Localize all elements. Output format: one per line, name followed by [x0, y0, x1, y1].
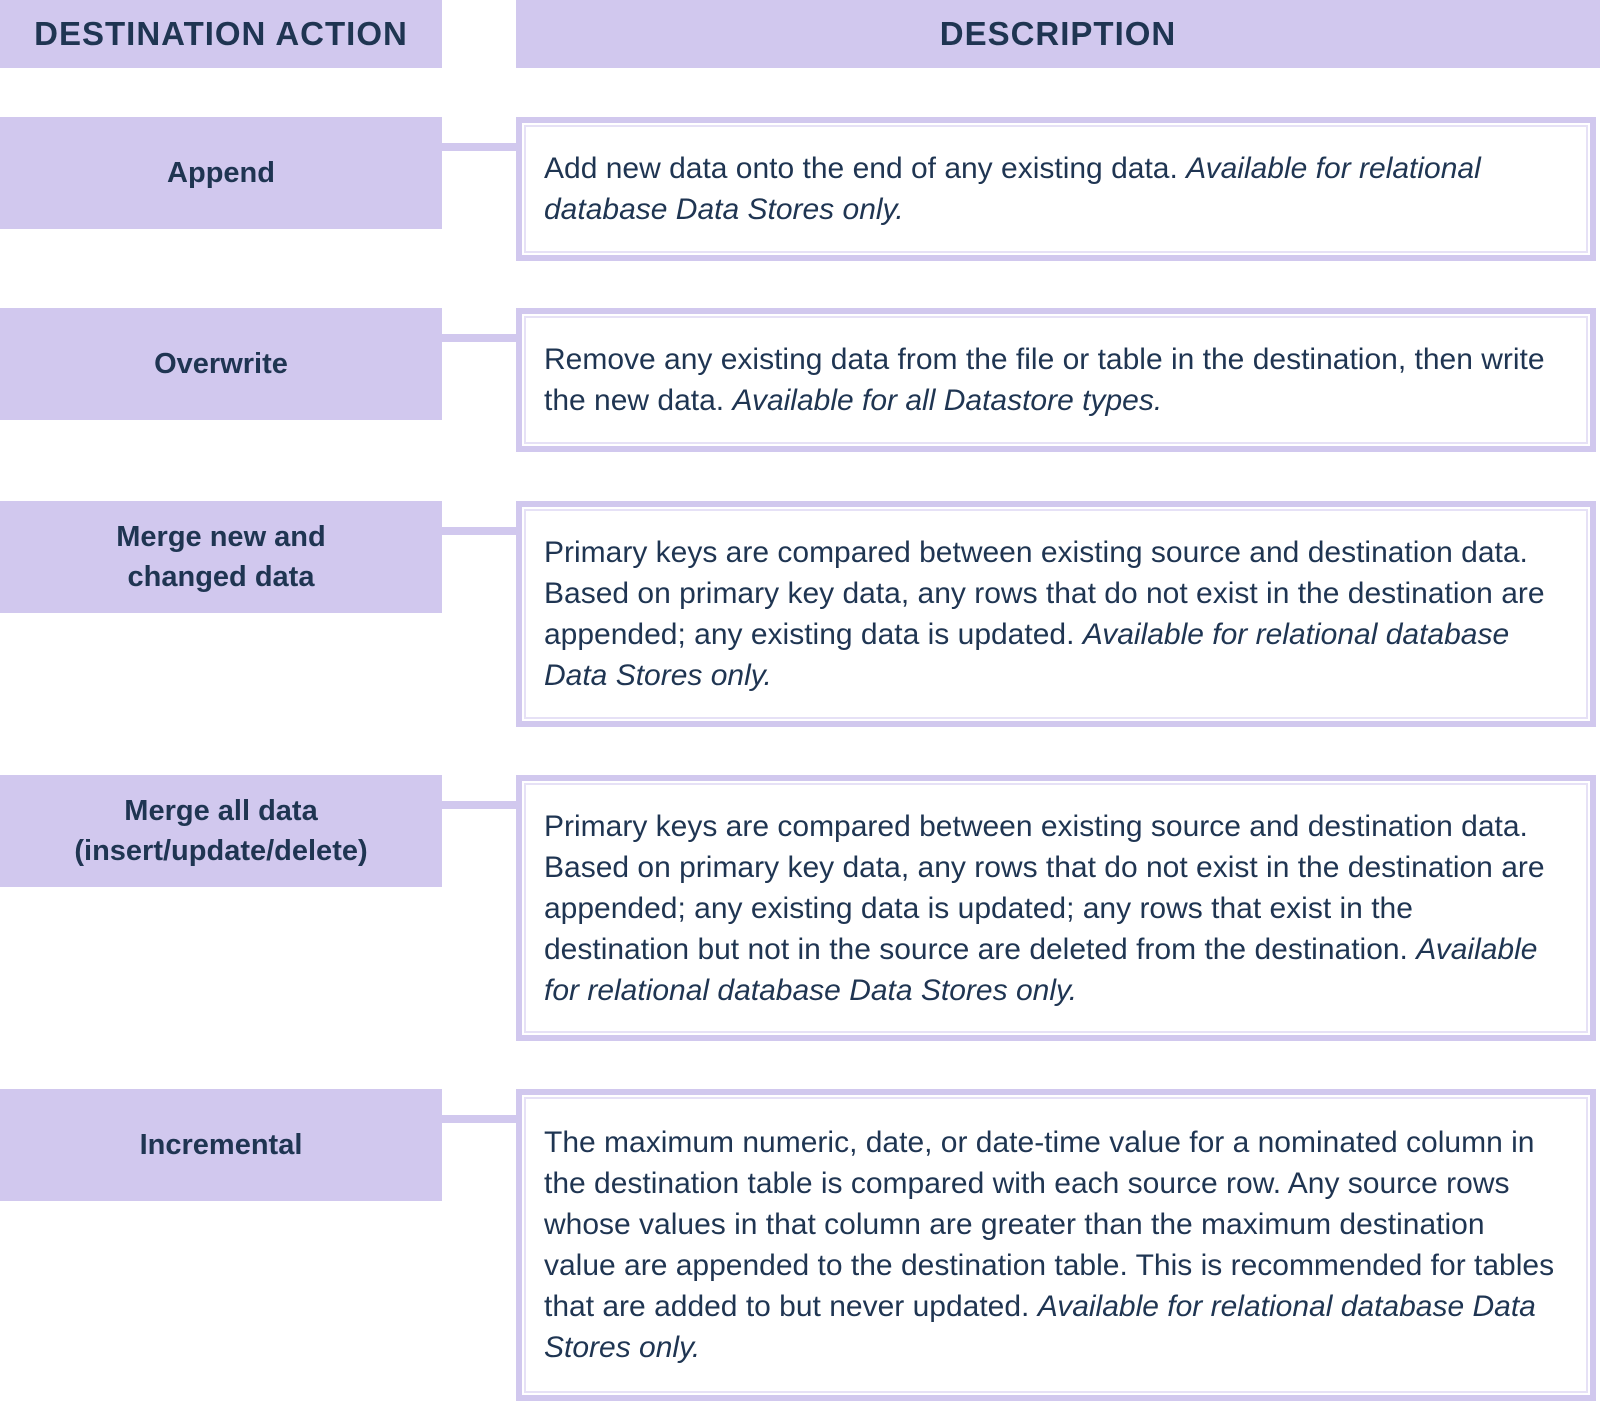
action-label: Incremental [139, 1129, 303, 1161]
description-body: Add new data onto the end of any existing data. [544, 152, 1178, 185]
availability-note: Available for relational database Data Stores only. [544, 1290, 1536, 1364]
description-text [544, 1122, 1564, 1368]
availability-note: Available for all Datastore types. [732, 384, 1163, 417]
header-destination-action [0, 0, 442, 68]
description-merge-new-and-changed [516, 501, 1596, 727]
availability-note: Available for relational database Data Stores only. [544, 932, 1538, 1007]
description-append [516, 117, 1596, 261]
connector-line [442, 334, 516, 342]
action-label: Merge new and changed data [116, 521, 326, 593]
action-overwrite [0, 308, 442, 420]
header-destination-action-label: DESTINATION ACTION [34, 15, 408, 52]
description-text [544, 532, 1564, 696]
header-description [516, 0, 1600, 68]
description-body: Remove any existing data from the file or table in the destination, then write the new data. [544, 343, 1545, 417]
description-text [544, 806, 1564, 1011]
description-overwrite [516, 308, 1596, 452]
action-merge-all [0, 775, 442, 887]
availability-note: Available for relational database Data Stores only. [544, 618, 1510, 692]
connector-line [442, 527, 516, 535]
action-label: Overwrite [154, 348, 288, 380]
description-body: Primary keys are compared between existing source and destination data. Based on primary key data, any rows that do not exist in the destination are appended; any existing data is updated; any rows that exist in the destination but not in the source are deleted from the destination. [544, 809, 1545, 966]
action-merge-new-and-changed [0, 501, 442, 613]
description-incremental [516, 1089, 1596, 1401]
description-merge-all [516, 775, 1596, 1041]
description-text [544, 148, 1564, 230]
action-label: Append [167, 157, 275, 189]
availability-note: Available for relational database Data Stores only. [544, 152, 1481, 226]
description-body: Primary keys are compared between existing source and destination data. Based on primary key data, any rows that do not exist in the destination are appended; any existing data is updated. [544, 536, 1545, 651]
connector-line [442, 143, 516, 151]
description-text [544, 339, 1564, 421]
connector-line [442, 801, 516, 809]
description-body: The maximum numeric, date, or date-time value for a nominated column in the destination table is compared with each source row. Any source rows whose values in that column are greater than the maximum destination value are appended to the destination table. This is recommended for tables that are added to but never updated. [544, 1126, 1555, 1323]
action-label: Merge all data (insert/update/delete) [74, 795, 368, 867]
action-incremental [0, 1089, 442, 1201]
connector-line [442, 1115, 516, 1123]
header-description-label: DESCRIPTION [939, 15, 1177, 52]
action-append [0, 117, 442, 229]
